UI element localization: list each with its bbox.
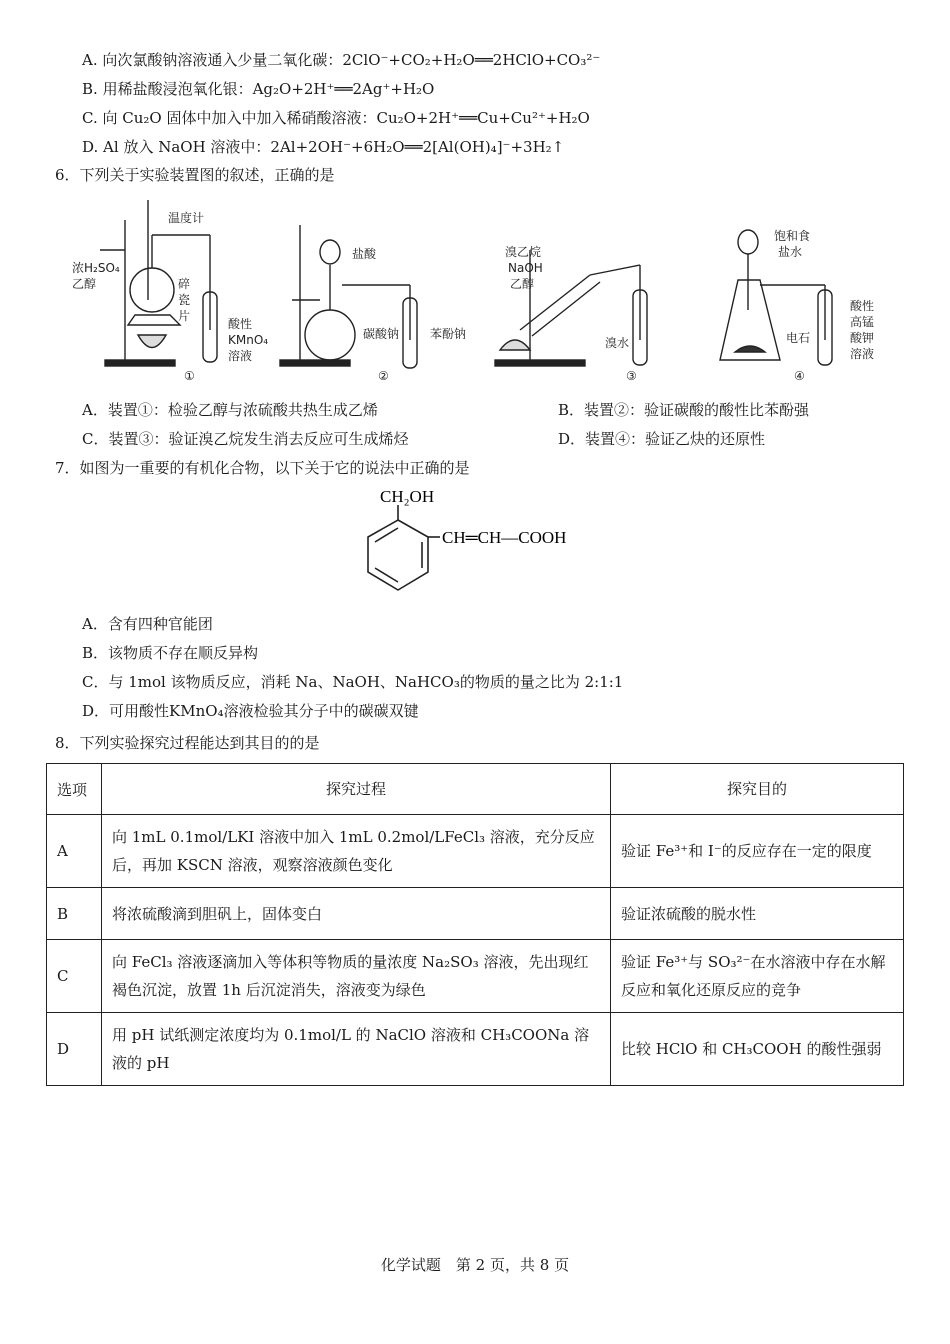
label-conc-h2so4: 浓H₂SO₄ [72, 261, 120, 275]
row-process: 向 FeCl₃ 溶液逐滴加入等体积等物质的量浓度 Na₂SO₃ 溶液，先出现红褐色沉淀，放置 1h 后沉淀消失，溶液变为绿色 [102, 940, 611, 1013]
label-kmno4-3: 溶液 [228, 349, 253, 363]
label-n2: ② [378, 369, 389, 383]
row-purpose: 验证 Fe³⁺与 SO₃²⁻在水溶液中存在水解反应和氧化还原反应的竞争 [611, 940, 904, 1013]
q6-stem: 6．下列关于实验装置图的叙述，正确的是 [55, 166, 335, 184]
structure-chain: CH═CH—COOH [442, 528, 567, 547]
label-naoh: NaOH [508, 261, 543, 275]
label-phenolate: 苯酚钠 [430, 327, 467, 341]
label-hcl: 盐酸 [352, 247, 377, 261]
label-n4: ④ [794, 369, 805, 383]
row-process: 向 1mL 0.1mol/LKI 溶液中加入 1mL 0.2mol/LFeCl₃ 溶液，充分反应后，再加 KSCN 溶液，观察溶液颜色变化 [102, 815, 611, 888]
label-n1: ① [184, 369, 195, 383]
table-row [47, 815, 904, 888]
q6-option-a: A．装置①：检验乙醇与浓硫酸共热生成乙烯 [82, 401, 378, 419]
label-bromine-water: 溴水 [605, 336, 630, 350]
q7-stem: 7．如图为一重要的有机化合物，以下关于它的说法中正确的是 [55, 459, 470, 477]
table-row [47, 940, 904, 1013]
page-footer: 化学试题 第 2 页，共 8 页 [380, 1256, 570, 1274]
row-purpose: 比较 HClO 和 CH₃COOH 的酸性强弱 [611, 1013, 904, 1086]
row-option: D [47, 1013, 102, 1086]
row-purpose: 验证 Fe³⁺和 I⁻的反应存在一定的限度 [611, 815, 904, 888]
header-process: 探究过程 [102, 764, 611, 815]
header-purpose: 探究目的 [611, 764, 904, 815]
q6-option-d: D．装置④：验证乙炔的还原性 [558, 430, 766, 448]
apparatus-4 [720, 230, 832, 365]
q7-option-d: D．可用酸性KMnO₄溶液检验其分子中的碳碳双键 [82, 702, 419, 720]
label-acid-kmno4-1: 酸性 [850, 299, 875, 313]
structure-ch2oh: CH₂OH [380, 487, 435, 506]
label-n3: ③ [626, 369, 637, 383]
label-acid-kmno4-4: 溶液 [850, 347, 875, 361]
table-header-row [47, 764, 904, 815]
label-brine-1: 饱和食 [774, 229, 811, 243]
row-option: A [47, 815, 102, 888]
table-row [47, 888, 904, 940]
label-bromoethane: 溴乙烷 [505, 245, 542, 259]
label-acid-kmno4-3: 酸钾 [850, 331, 875, 345]
label-kmno4-2: KMnO₄ [228, 333, 269, 347]
label-porcelain-2: 瓷 [178, 293, 191, 307]
label-na2co3: 碳酸钠 [363, 327, 400, 341]
label-acid-kmno4-2: 高锰 [850, 315, 875, 329]
label-brine-2: 盐水 [778, 245, 803, 259]
row-option: B [47, 888, 102, 940]
q6-option-b: B．装置②：验证碳酸的酸性比苯酚强 [558, 401, 810, 419]
label-porcelain-3: 片 [178, 309, 191, 323]
table-row [47, 1013, 904, 1086]
label-kmno4-1: 酸性 [228, 317, 253, 331]
q5-option-a: A. 向次氯酸钠溶液通入少量二氧化碳：2ClO⁻+CO₂+H₂O══2HClO+CO₃²⁻ [82, 51, 601, 69]
q6-apparatus-figure [60, 190, 900, 390]
q7-option-a: A．含有四种官能团 [82, 615, 213, 633]
q6-option-c: C．装置③：验证溴乙烷发生消去反应可生成烯烃 [82, 430, 409, 448]
q5-option-c: C. 向 Cu₂O 固体中加入中加入稀硝酸溶液：Cu₂O+2H⁺══Cu+Cu²⁺+H₂O [82, 109, 590, 127]
q8-table [46, 763, 904, 1086]
row-purpose: 验证浓硫酸的脱水性 [611, 888, 904, 940]
q8-stem: 8．下列实验探究过程能达到其目的的是 [55, 734, 320, 752]
row-option: C [47, 940, 102, 1013]
label-porcelain: 碎 [178, 277, 191, 291]
q7-structure [340, 480, 640, 600]
q5-option-b: B. 用稀盐酸浸泡氧化银：Ag₂O+2H⁺══2Ag⁺+H₂O [82, 80, 435, 98]
label-ethanol: 乙醇 [72, 277, 97, 291]
label-ethanol-2: 乙醇 [510, 277, 535, 291]
apparatus-2 [280, 225, 417, 368]
row-process: 用 pH 试纸测定浓度均为 0.1mol/L 的 NaClO 溶液和 CH₃COONa 溶液的 pH [102, 1013, 611, 1086]
row-process: 将浓硫酸滴到胆矾上，固体变白 [102, 888, 611, 940]
label-carbide: 电石 [786, 331, 811, 345]
q7-option-c: C．与 1mol 该物质反应，消耗 Na、NaOH、NaHCO₃的物质的量之比为 2:1:1 [82, 673, 624, 691]
q5-option-d: D. Al 放入 NaOH 溶液中：2Al+2OH⁻+6H₂O══2[Al(OH)₄]⁻+3H₂↑ [82, 138, 565, 156]
q7-option-b: B．该物质不存在顺反异构 [82, 644, 259, 662]
header-option: 选项 [47, 764, 102, 815]
label-thermometer: 温度计 [168, 211, 205, 225]
